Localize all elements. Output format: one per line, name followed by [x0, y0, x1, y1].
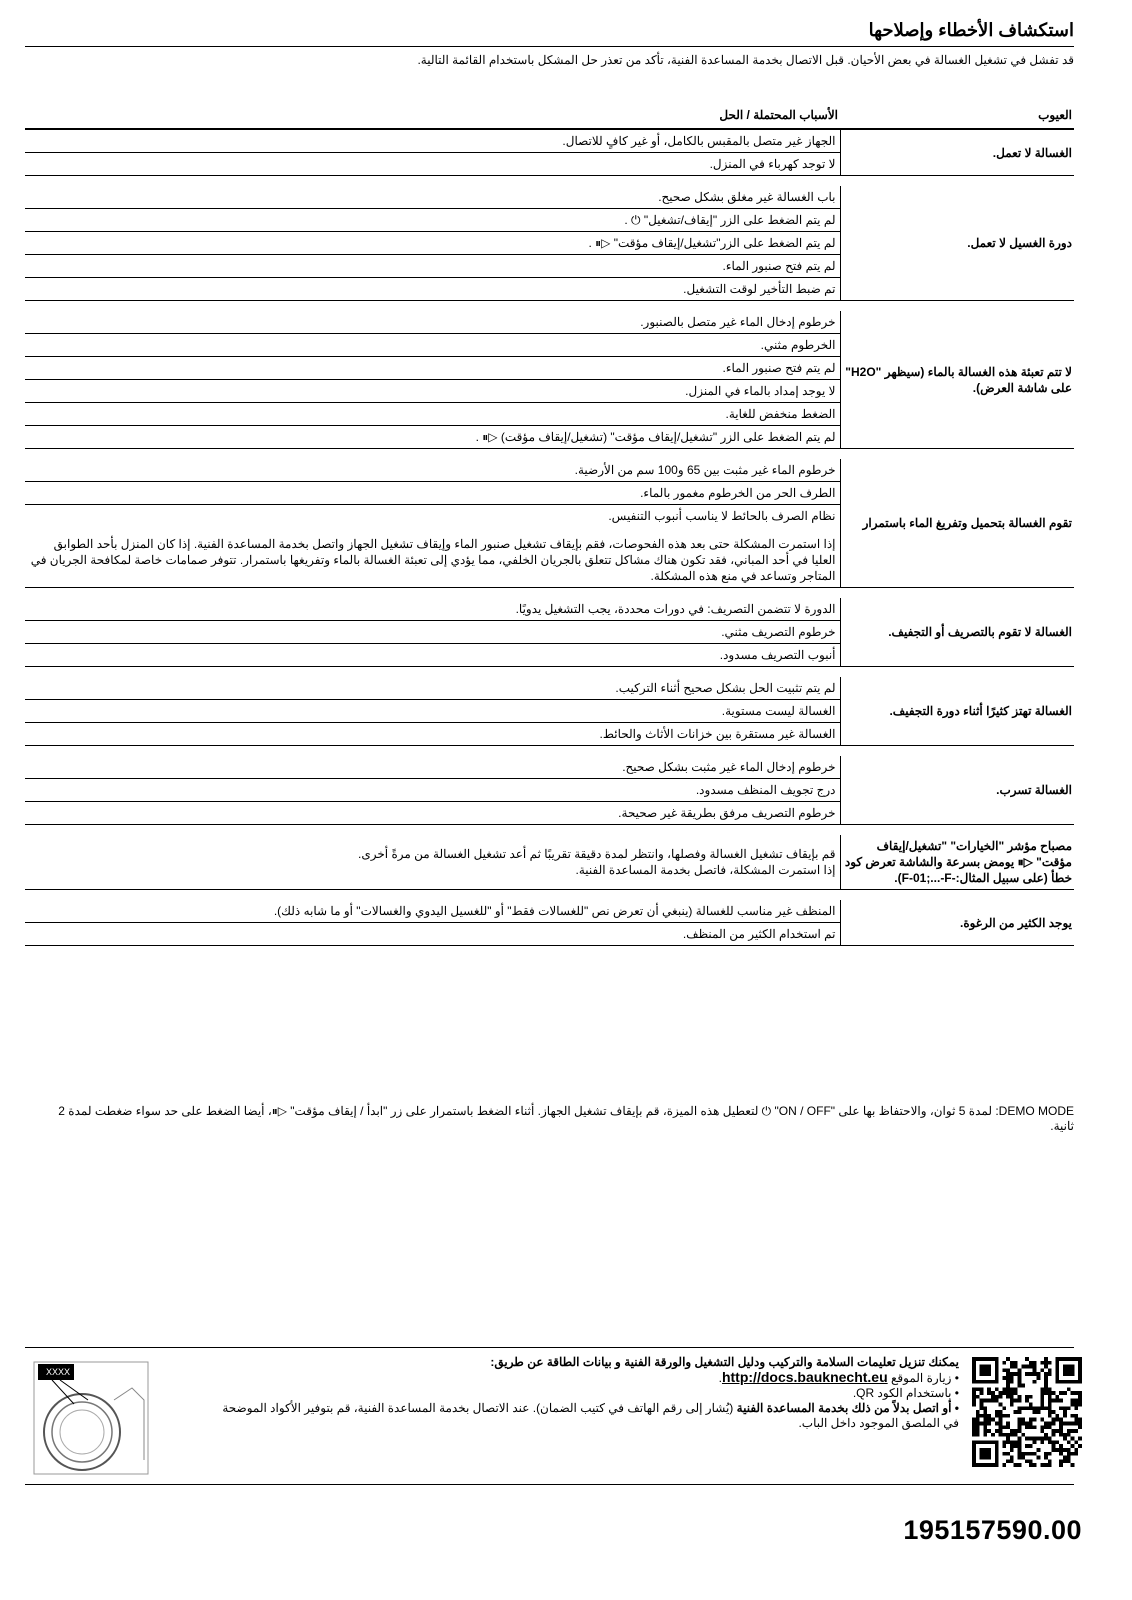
- solution-cell: [25, 357, 840, 380]
- qr-code: [972, 1357, 1082, 1467]
- solution-cell: [25, 334, 840, 357]
- solution-cell: [25, 209, 840, 232]
- footer-contact-bold: • أو اتصل بدلاً من ذلك بخدمة المساعدة الفنية: [736, 1401, 959, 1415]
- solution-extra-text: إذا استمرت المشكلة حتى بعد هذه الفحوصات، فقم بإيقاف تشغيل صنبور الماء وإيقاف تشغيل الجهاز واتصل بخدمة المساعدة الفنية. إذا كان المنزل بأحد الطوابق العليا في أحد المباني، فقد تكون هناك مشاكل تتعلق بالجريان الخلفي، مما يؤدي إلى تعبئة الغسالة بالماء وتفريغها باستمرار. تتوفر صمامات خاصة لمكافحة الجريان في المتاجر وتساعد في منع هذه المشكلة.: [30, 537, 836, 583]
- footer-visit-prefix: • زيارة الموقع: [891, 1371, 959, 1385]
- row-spacer: [25, 667, 1074, 678]
- fault-cell: الغسالة تهتز كثيرًا أثناء دورة التجفيف.: [840, 677, 1074, 746]
- row-spacer: [25, 890, 1074, 901]
- fault-cell: مصباح مؤشر "الخيارات" "تشغيل/إيقاف مؤقت" ▷⏸ يومض بسرعة والشاشة تعرض كود خطأ (على سبيل المثال:-F-01;...-F).: [840, 835, 1074, 890]
- footer-contact-rest: (يُشار إلى رقم الهاتف في كتيب الضمان). عند الاتصال بخدمة المساعدة الفنية، قم بتوفير الأكواد الموضحة في الملصق الموجود داخل الباب.: [222, 1401, 959, 1430]
- table-row: [25, 835, 1074, 890]
- header-solution: الأسباب المحتملة / الحل: [25, 100, 840, 129]
- footer-heading: يمكنك تنزيل تعليمات السلامة والتركيب ودليل التشغيل والورقة الفنية و بيانات الطاقة عن طريق:: [490, 1355, 959, 1369]
- table-row: [25, 459, 1074, 482]
- solution-cell: [25, 677, 840, 700]
- footer-contact-line: [219, 1401, 959, 1431]
- document-number: 195157590.00: [903, 1515, 1082, 1545]
- solution-cell: [25, 835, 840, 890]
- solution-text: خرطوم إدخال الماء غير مثبت بشكل صحيح.: [622, 760, 836, 774]
- solution-cell: [25, 723, 840, 746]
- solution-cell: [25, 129, 840, 153]
- solution-cell: [25, 900, 840, 923]
- fault-cell: الغسالة لا تقوم بالتصريف أو التجفيف.: [840, 598, 1074, 667]
- solution-text: خرطوم التصريف مثني.: [721, 625, 836, 639]
- solution-text: لا يوجد إمداد بالماء في المنزل.: [685, 384, 836, 398]
- solution-cell: [25, 311, 840, 334]
- solution-cell: [25, 644, 840, 667]
- solution-text: تم استخدام الكثير من المنظف.: [682, 927, 836, 941]
- table-row: [25, 598, 1074, 621]
- footer-divider-top: [25, 1347, 1074, 1348]
- fault-cell: تقوم الغسالة بتحميل وتفريغ الماء باستمرار: [840, 459, 1074, 588]
- row-spacer: [25, 746, 1074, 757]
- table-row: [25, 186, 1074, 209]
- solution-cell: [25, 756, 840, 779]
- solution-text: لم يتم الضغط على الزر"تشغيل/إيقاف مؤقت" ▷⏸ .: [588, 236, 836, 250]
- solution-text: الدورة لا تتضمن التصريف: في دورات محددة، يجب التشغيل يدويًا.: [515, 602, 836, 616]
- solution-text: تم ضبط التأخير لوقت التشغيل.: [683, 282, 836, 296]
- solution-cell: [25, 459, 840, 482]
- solution-text: الغسالة غير مستقرة بين خزانات الأثاث والحائط.: [599, 727, 836, 741]
- title-divider: [25, 46, 1074, 47]
- row-spacer: [25, 449, 1074, 460]
- row-spacer: [25, 176, 1074, 187]
- washer-door-illustration: [32, 1360, 150, 1476]
- solution-cell: [25, 482, 840, 505]
- solution-text: لم يتم الضغط على الزر "تشغيل/إيقاف مؤقت" (تشغيل/إيقاف مؤقت) ▷⏸ .: [475, 430, 836, 444]
- solution-text: لم يتم الضغط على الزر "إيقاف/تشغيل" ⏻ .: [624, 213, 836, 227]
- solution-text: باب الغسالة غير مغلق بشكل صحيح.: [658, 190, 836, 204]
- fault-cell: يوجد الكثير من الرغوة.: [840, 900, 1074, 946]
- row-spacer: [25, 301, 1074, 312]
- solution-text: أنبوب التصريف مسدود.: [719, 648, 836, 662]
- solution-cell: [25, 779, 840, 802]
- footer-visit-line: • زيارة الموقع http://docs.bauknecht.eu.: [718, 1369, 959, 1385]
- solution-cell: [25, 505, 840, 588]
- solution-text: خرطوم التصريف مرفق بطريقة غير صحيحة.: [618, 806, 836, 820]
- fault-cell: الغسالة لا تعمل.: [840, 129, 1074, 176]
- intro-text: قد تفشل في تشغيل الغسالة في بعض الأحيان. قبل الاتصال بخدمة المساعدة الفنية، تأكد من تعذر حل المشكل باستخدام القائمة التالية.: [417, 53, 1074, 67]
- page-title: استكشاف الأخطاء وإصلاحها: [868, 20, 1074, 40]
- solution-cell: [25, 186, 840, 209]
- solution-text: درج تجويف المنظف مسدود.: [695, 783, 836, 797]
- solution-cell: [25, 278, 840, 301]
- solution-text: لم يتم فتح صنبور الماء.: [722, 361, 836, 375]
- fault-cell: الغسالة تسرب.: [840, 756, 1074, 825]
- solution-cell: [25, 598, 840, 621]
- solution-cell: [25, 700, 840, 723]
- demo-mode-note: DEMO MODE: لمدة 5 ثوان، والاحتفاظ بها على "ON / OFF" ⏻ لتعطيل هذه الميزة، قم بإيقاف تشغيل الجهاز. أثناء الضغط باستمرار على زر "ابدأ / إيقاف مؤقت" ▷⏸، أيضا الضغط على حد سواء ضغطت لمدة 2 ثانية.: [58, 1104, 1074, 1133]
- footer-qr-line: • باستخدام الكود QR.: [852, 1386, 959, 1400]
- table-row: [25, 900, 1074, 923]
- solution-cell: [25, 802, 840, 825]
- table-row: [25, 129, 1074, 153]
- row-spacer: [25, 825, 1074, 836]
- solution-text: الضغط منخفض للغاية.: [725, 407, 836, 421]
- troubleshooting-table: [25, 100, 1074, 946]
- solution-text: خرطوم إدخال الماء غير متصل بالصنبور.: [640, 315, 836, 329]
- solution-text: المنظف غير مناسب للغسالة (ينبغي أن تعرض نص "للغسالات فقط" أو "للغسيل اليدوي والغسالات" أو ما شابه ذلك).: [273, 904, 836, 918]
- solution-cell: [25, 621, 840, 644]
- footer-info: [219, 1355, 959, 1431]
- solution-cell: [25, 403, 840, 426]
- table-row: [25, 677, 1074, 700]
- solution-text: لا توجد كهرباء في المنزل.: [709, 157, 836, 171]
- solution-text: لم يتم تثبيت الحل بشكل صحيح أثناء التركيب.: [615, 681, 836, 695]
- solution-cell: [25, 426, 840, 449]
- solution-text: الغسالة ليست مستوية.: [721, 704, 836, 718]
- solution-cell: [25, 232, 840, 255]
- solution-cell: [25, 153, 840, 176]
- solution-text: قم بإيقاف تشغيل الغسالة وفصلها، وانتظر لمدة دقيقة تقريبًا ثم أعد تشغيل الغسالة من مرةً أخرى. إذا استمرت المشكلة، فاتصل بخدمة المساعدة الفنية.: [358, 847, 836, 877]
- row-spacer: [25, 588, 1074, 599]
- solution-text: الخرطوم مثني.: [760, 338, 836, 352]
- fault-cell: لا تتم تعبئة هذه الغسالة بالماء (سيظهر "H2O" على شاشة العرض).: [840, 311, 1074, 449]
- footer-divider-bottom: [25, 1484, 1074, 1485]
- docs-link[interactable]: http://docs.bauknecht.eu: [721, 1369, 888, 1385]
- header-fault: العيوب: [840, 100, 1074, 129]
- table-row: [25, 311, 1074, 334]
- solution-text: الطرف الحر من الخرطوم مغمور بالماء.: [640, 486, 836, 500]
- sticker-label: XXXX: [45, 1367, 70, 1377]
- solution-text: الجهاز غير متصل بالمقبس بالكامل، أو غير كافٍ للاتصال.: [562, 134, 836, 148]
- solution-text: نظام الصرف بالحائط لا يناسب أنبوب التنفيس.: [608, 509, 836, 523]
- solution-text: لم يتم فتح صنبور الماء.: [722, 259, 836, 273]
- solution-cell: [25, 923, 840, 946]
- fault-cell: دورة الغسيل لا تعمل.: [840, 186, 1074, 301]
- table-row: [25, 756, 1074, 779]
- solution-text: خرطوم الماء غير مثبت بين 65 و100 سم من الأرضية.: [574, 463, 836, 477]
- solution-cell: [25, 255, 840, 278]
- solution-cell: [25, 380, 840, 403]
